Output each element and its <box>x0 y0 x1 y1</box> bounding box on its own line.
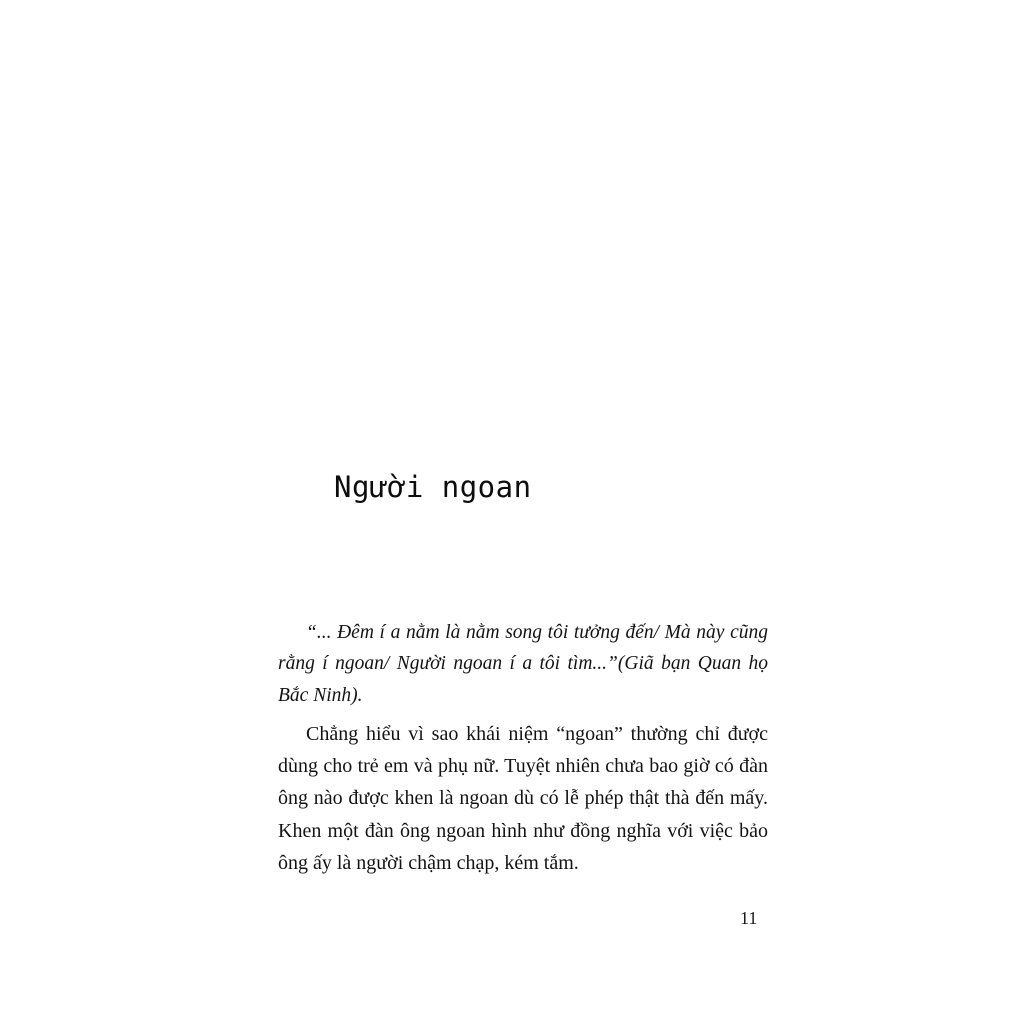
page-number: 11 <box>740 908 758 928</box>
body-paragraph: Chẳng hiểu vì sao khái niệm “ngoan” thường chỉ được dùng cho trẻ em và phụ nữ. Tuyệt nhiên chưa bao giờ có đàn ông nào được khen là ngoan dù có lễ phép thật thà đến mấy. Khen một đàn ông ngoan hình như đồng nghĩa với việc bảo ông ấy là người chậm chạp, kém tắm. <box>278 722 768 875</box>
epigraph-quote: “... Đêm í a nằm là nằm song tôi tưởng đến/ Mà này cũng rằng í ngoan/ Người ngoan í a tôi tìm...”(Giã bạn Quan họ Bắc Ninh). <box>278 621 768 706</box>
text-column <box>278 470 768 879</box>
chapter-title: Người ngoan <box>334 470 532 504</box>
